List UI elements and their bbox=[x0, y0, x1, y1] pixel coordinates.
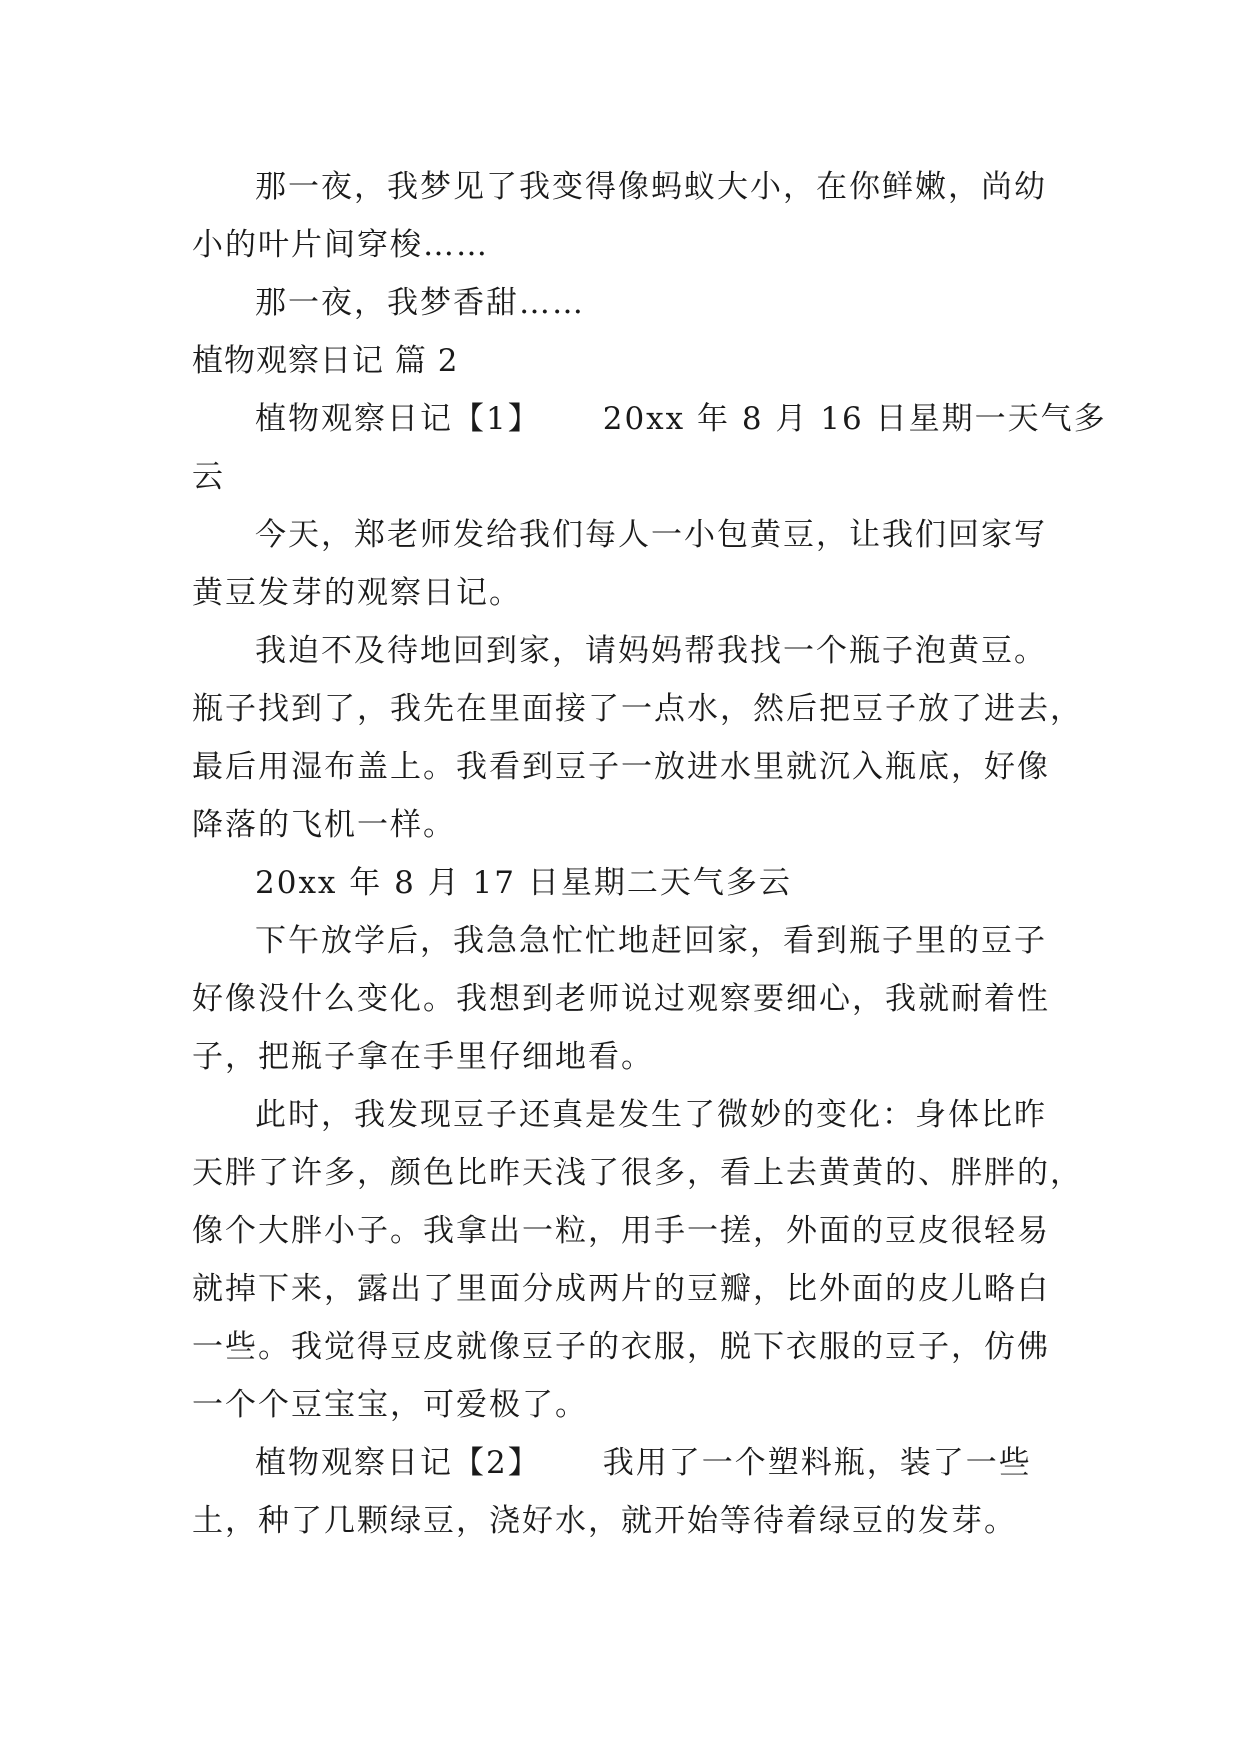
paragraph-line: 今天，郑老师发给我们每人一小包黄豆，让我们回家写 bbox=[255, 517, 1047, 553]
paragraph-line: 那一夜，我梦香甜…… bbox=[255, 285, 585, 321]
paragraph-line: 此时，我发现豆子还真是发生了微妙的变化：身体比昨 bbox=[255, 1097, 1047, 1133]
paragraph-line: 降落的飞机一样。 bbox=[192, 807, 456, 843]
entry-title: 植物观察日记【1】 bbox=[255, 401, 541, 437]
paragraph-line: 就掉下来，露出了里面分成两片的豆瓣，比外面的皮儿略白 bbox=[192, 1271, 1050, 1307]
diary-entry-header bbox=[192, 390, 1107, 448]
entry-date: 20xx 年 8 月 16 日星期一天气多 bbox=[602, 401, 1107, 437]
document-body bbox=[192, 158, 1107, 1550]
paragraph-line: 土，种了几颗绿豆，浇好水，就开始等待着绿豆的发芽。 bbox=[192, 1503, 1017, 1539]
paragraph-line: 下午放学后，我急急忙忙地赶回家，看到瓶子里的豆子 bbox=[255, 923, 1047, 959]
paragraph-line: 小的叶片间穿梭…… bbox=[192, 227, 489, 263]
paragraph-line: 云 bbox=[192, 459, 225, 495]
paragraph-line: 子，把瓶子拿在手里仔细地看。 bbox=[192, 1039, 654, 1075]
paragraph-line: 好像没什么变化。我想到老师说过观察要细心，我就耐着性 bbox=[192, 981, 1050, 1017]
paragraph-line: 黄豆发芽的观察日记。 bbox=[192, 575, 522, 611]
entry-title: 植物观察日记【2】 bbox=[255, 1445, 541, 1481]
paragraph-line: 一些。我觉得豆皮就像豆子的衣服，脱下衣服的豆子，仿佛 bbox=[192, 1329, 1050, 1365]
paragraph-line: 最后用湿布盖上。我看到豆子一放进水里就沉入瓶底，好像 bbox=[192, 749, 1050, 785]
entry-date: 20xx 年 8 月 17 日星期二天气多云 bbox=[255, 865, 792, 901]
paragraph-line: 那一夜，我梦见了我变得像蚂蚁大小，在你鲜嫩，尚幼 bbox=[255, 169, 1047, 205]
paragraph-line: 我迫不及待地回到家，请妈妈帮我找一个瓶子泡黄豆。 bbox=[255, 633, 1047, 669]
section-heading: 植物观察日记 篇 2 bbox=[192, 343, 459, 379]
paragraph-line: 瓶子找到了，我先在里面接了一点水，然后把豆子放了进去， bbox=[192, 691, 1083, 727]
paragraph-line: 天胖了许多，颜色比昨天浅了很多，看上去黄黄的、胖胖的， bbox=[192, 1155, 1083, 1191]
paragraph-text: 我用了一个塑料瓶，装了一些 bbox=[602, 1445, 1032, 1481]
paragraph-line: 一个个豆宝宝，可爱极了。 bbox=[192, 1387, 588, 1423]
paragraph-line: 像个大胖小子。我拿出一粒，用手一搓，外面的豆皮很轻易 bbox=[192, 1213, 1050, 1249]
diary-entry-header bbox=[192, 1434, 1054, 1492]
